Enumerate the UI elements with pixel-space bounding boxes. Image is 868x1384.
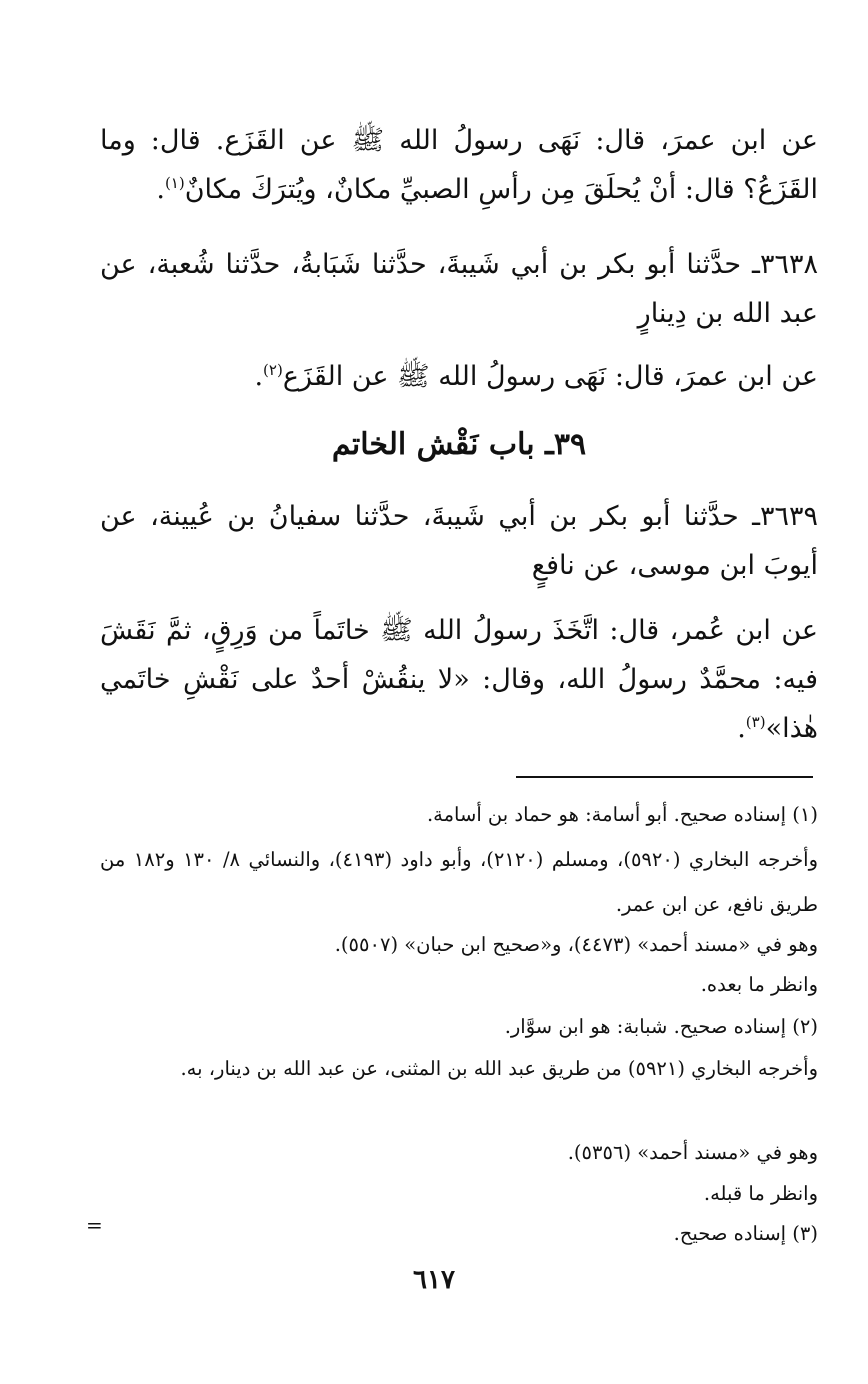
footnote-1-musnad: وهو في «مسند أحمد» (٤٤٧٣)، و«صحيح ابن حبان» (٥٥٠٧). [334,933,818,956]
footnote-2-musnad: وهو في «مسند أحمد» (٥٣٥٦). [567,1141,818,1164]
footnote-3-line: (٣) إسناده صحيح. [673,1222,818,1245]
hadith-text-1-end: . [156,174,165,205]
footnote-1-see: وانظر ما بعده. [700,973,818,996]
hadith-text-2-end: . [254,361,264,392]
page-number: ٦١٧ [413,1265,455,1295]
footnote-ref-2: (٢) [263,361,283,379]
isnad-3638: ٣٦٣٨ـ حدَّثنا أبو بكر بن أبي شَيبةَ، حدَّثنا شَبَابةُ، حدَّثنا شُعبة، عن عبد الله بن دِينارٍ [100,249,818,329]
hadith-text-2-body: عن ابن عمرَ، قال: نَهَى رسولُ الله ﷺ عن القَزَع [282,361,818,392]
footnote-1-line: (١) إسناده صحيح. أبو أسامة: هو حماد بن أسامة. [426,803,818,826]
footnote-separator [516,776,813,778]
footnote-1-takhrij: وأخرجه البخاري (٥٩٢٠)، ومسلم (٢١٢٠)، وأبو داود (٤١٩٣)، والنسائي ٨/ ١٣٠ و١٨٢ من طريق نافع، عن ابن عمر. [100,848,818,916]
chapter-heading: ٣٩ـ باب نَقْش الخاتم [331,427,587,462]
hadith-text-1-body: عن ابن عمرَ، قال: نَهَى رسولُ الله ﷺ عن القَزَع. قال: وما القَزَعُ؟ قال: أنْ يُحلَقَ مِن رأسِ الصبيِّ مكانٌ، ويُترَكَ مكانٌ [100,125,818,205]
hadith-text-3 [100,606,818,753]
footnote-2-takhrij: وأخرجه البخاري (٥٩٢١) من طريق عبد الله بن المثنى، عن عبد الله بن دينار، به. [180,1057,818,1080]
hadith-text-2 [100,352,818,401]
hadith-text-3-end: . [737,713,746,744]
hadith-text-1 [100,116,818,214]
isnad-3639: ٣٦٣٩ـ حدَّثنا أبو بكر بن أبي شَيبةَ، حدَّثنا سفيانُ بن عُيينة، عن أيوبَ ابن موسى، عن نافعٍ [100,501,818,581]
footnote-2-see: وانظر ما قبله. [703,1182,818,1205]
footnote-ref-1: (١) [164,174,185,192]
hadith-text-3-body: عن ابن عُمر، قال: اتَّخَذَ رسولُ الله ﷺ خاتَماً من وَرِقٍ، ثمَّ نَقَشَ فيه: محمَّدٌ رسولُ الله، وقال: «لا ينقُشْ أحدٌ على نَقْشِ خاتَمي هٰذا» [100,615,818,744]
footnote-ref-3: (٣) [745,713,766,731]
continuation-mark: = [86,1213,103,1237]
footnote-2-line: (٢) إسناده صحيح. شبابة: هو ابن سوَّار. [504,1015,818,1038]
